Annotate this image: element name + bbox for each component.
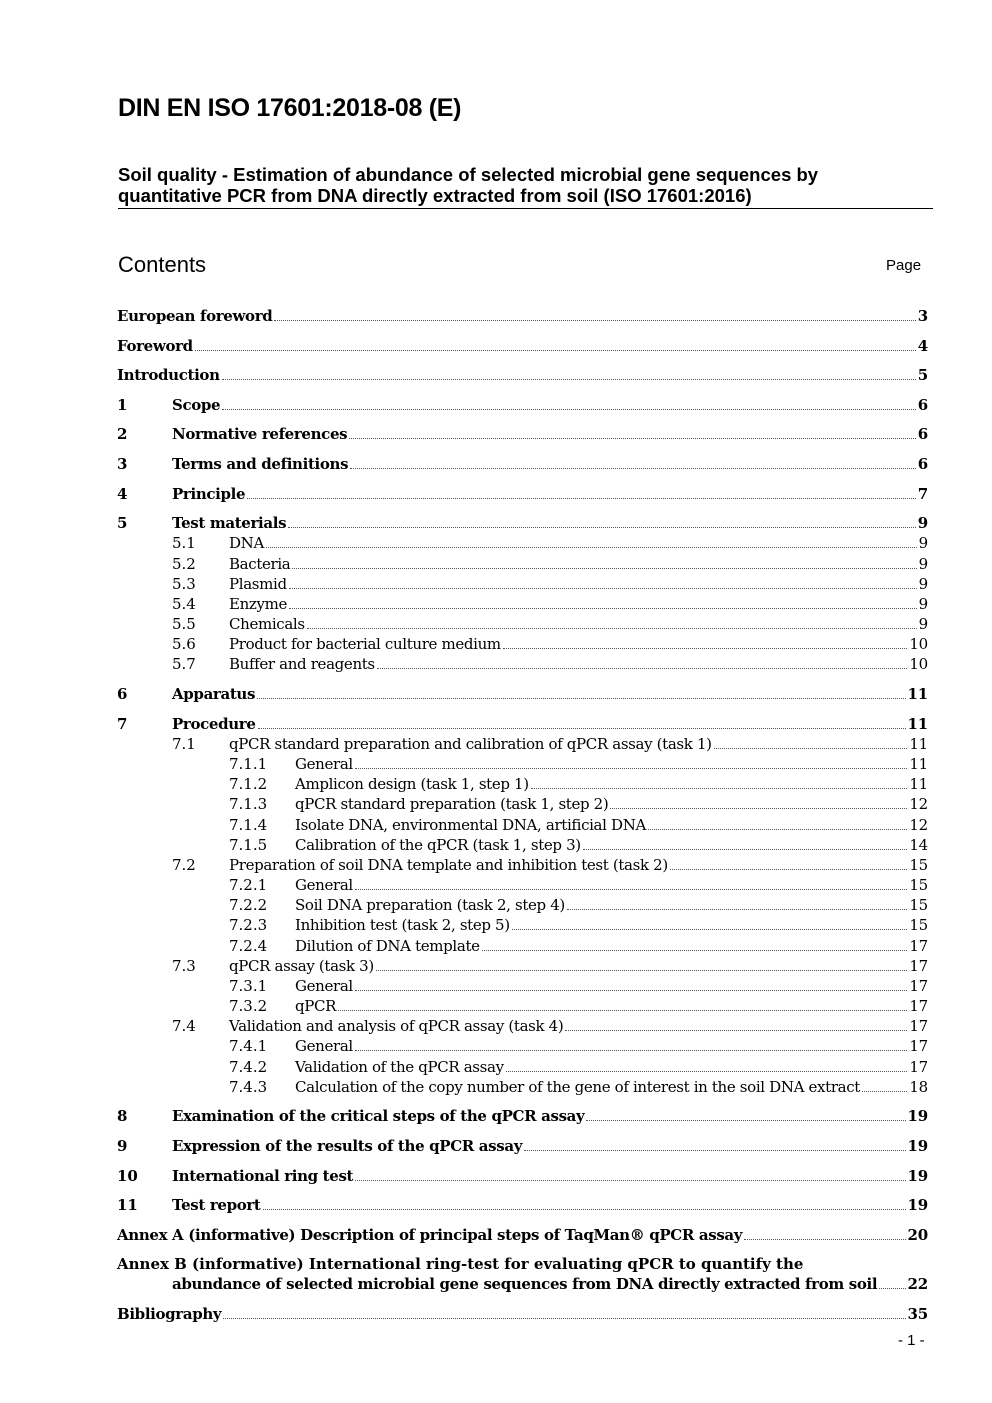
toc-entry-page: 9	[918, 534, 928, 552]
toc-dot-leader	[565, 1016, 907, 1031]
toc-dot-leader	[355, 1036, 907, 1051]
toc-entry-number: 7.4.2	[229, 1058, 268, 1076]
toc-entry-page: 3	[917, 307, 928, 325]
toc-entry[interactable]	[0, 634, 992, 654]
toc-entry-page: 9	[917, 514, 928, 532]
toc-entry-page: 17	[909, 1037, 928, 1055]
toc-entry-page: 9	[918, 555, 928, 573]
toc-entry-title-row	[172, 484, 928, 504]
toc-entry-title: European foreword	[117, 307, 273, 325]
toc-entry-page: 15	[909, 896, 928, 914]
toc-entry-title: Foreword	[117, 337, 193, 355]
toc-dot-leader	[195, 336, 916, 351]
toc-entry-number: 5.1	[172, 534, 196, 552]
toc-entry[interactable]	[0, 774, 992, 794]
toc-entry-number: 7.2.4	[229, 937, 268, 955]
toc-dot-leader	[258, 714, 906, 729]
toc-entry[interactable]	[0, 1036, 992, 1056]
toc-entry-page: 20	[907, 1226, 928, 1244]
toc-entry-title-row	[295, 936, 928, 956]
toc-entry[interactable]	[0, 684, 992, 704]
toc-annex-b-line-1[interactable]: Annex B (informative) International ring-test for evaluating qPCR to quantify the	[117, 1255, 804, 1273]
toc-entry-number: 1	[117, 396, 128, 414]
toc-entry-title-row	[172, 454, 928, 474]
toc-entry-number: 5.7	[172, 655, 196, 673]
toc-entry-title-row	[172, 424, 928, 444]
toc-dot-leader	[583, 835, 908, 850]
toc-entry-number: 7.1.2	[229, 775, 268, 793]
toc-entry-title-row	[229, 855, 928, 875]
toc-entry-page: 15	[909, 916, 928, 934]
toc-entry-title-row	[295, 835, 928, 855]
toc-entry-number: 7.1.3	[229, 795, 268, 813]
toc-entry-number: 7.3.1	[229, 977, 268, 995]
toc-entry-number: 5.3	[172, 575, 196, 593]
toc-entry-page: 17	[909, 1058, 928, 1076]
toc-entry-page: 17	[909, 1017, 928, 1035]
toc-entry-title-row	[172, 1136, 928, 1156]
toc-entry-title: Procedure	[172, 715, 256, 733]
toc-entry-number: 5.2	[172, 555, 196, 573]
toc-entry-title: Annex A (informative) Description of principal steps of TaqMan® qPCR assay	[117, 1226, 743, 1244]
toc-entry-title-row	[117, 336, 928, 356]
toc-entry-title: Product for bacterial culture medium	[229, 635, 501, 653]
toc-entry[interactable]	[0, 956, 992, 976]
toc-dot-leader	[567, 895, 907, 910]
toc-entry-title-row	[229, 1016, 928, 1036]
toc-entry-page: 19	[907, 1196, 928, 1214]
toc-entry-page: 9	[918, 615, 928, 633]
toc-entry-title: General	[295, 755, 353, 773]
toc-entry[interactable]	[0, 1077, 992, 1097]
contents-heading: Contents	[118, 252, 207, 277]
toc-entry[interactable]	[0, 1225, 992, 1245]
toc-entry-page: 4	[917, 337, 928, 355]
toc-entry[interactable]	[0, 936, 992, 956]
toc-entry-number: 7.1.4	[229, 816, 268, 834]
toc-entry-page: 9	[918, 595, 928, 613]
toc-dot-leader	[289, 574, 917, 589]
toc-entry-page: 11	[909, 735, 928, 753]
toc-dot-leader	[862, 1077, 907, 1092]
toc-entry-number: 5.5	[172, 615, 196, 633]
toc-entry-title-row	[172, 1274, 928, 1294]
toc-entry-page: 11	[909, 775, 928, 793]
toc-entry-title: Terms and definitions	[172, 455, 349, 473]
toc-dot-leader	[376, 956, 907, 971]
subtitle-line-2: quantitative PCR from DNA directly extracted from soil (ISO 17601:2016)	[118, 185, 752, 206]
toc-entry-number: 10	[117, 1167, 138, 1185]
toc-entry-number: 5.6	[172, 635, 196, 653]
toc-entry-title: Isolate DNA, environmental DNA, artificial DNA	[295, 816, 646, 834]
document-number: DIN EN ISO 17601:2018-08 (E)	[118, 94, 462, 122]
toc-entry[interactable]	[0, 794, 992, 814]
toc-dot-leader	[350, 454, 916, 469]
toc-entry-number: 7	[117, 715, 128, 733]
toc-dot-leader	[289, 594, 917, 609]
toc-entry-page: 11	[907, 685, 928, 703]
toc-entry[interactable]	[0, 594, 992, 614]
toc-entry[interactable]	[0, 484, 992, 504]
toc-entry[interactable]	[0, 1016, 992, 1036]
toc-entry-title-row	[295, 1057, 928, 1077]
toc-dot-leader	[355, 1166, 905, 1181]
toc-entry-title: Test materials	[172, 514, 287, 532]
toc-entry-title: Chemicals	[229, 615, 305, 633]
toc-entry-title-row	[295, 895, 928, 915]
toc-entry-title-row	[295, 976, 928, 996]
toc-entry[interactable]	[0, 306, 992, 326]
toc-entry-title: abundance of selected microbial gene sequences from DNA directly extracted from soil	[172, 1275, 878, 1293]
toc-entry-number: 6	[117, 685, 128, 703]
toc-entry-title: Scope	[172, 396, 221, 414]
toc-entry-title: qPCR assay (task 3)	[229, 957, 374, 975]
toc-entry-title: qPCR	[295, 997, 337, 1015]
toc-entry-number: 11	[117, 1196, 138, 1214]
toc-entry-page: 9	[918, 575, 928, 593]
toc-entry-title-row	[295, 1036, 928, 1056]
toc-entry-title-row	[295, 815, 928, 835]
toc-entry-page: 12	[909, 795, 928, 813]
toc-entry[interactable]	[0, 1304, 992, 1324]
toc-entry-title-row	[229, 554, 928, 574]
toc-entry-title: General	[295, 876, 353, 894]
toc-entry-title-row	[229, 533, 928, 553]
toc-entry-title: Principle	[172, 485, 246, 503]
toc-dot-leader	[482, 936, 908, 951]
toc-entry-number: 5	[117, 514, 128, 532]
toc-entry-number: 7.4.3	[229, 1078, 268, 1096]
toc-entry-title: Calibration of the qPCR (task 1, step 3)	[295, 836, 581, 854]
toc-entry-number: 4	[117, 485, 128, 503]
toc-entry[interactable]	[0, 734, 992, 754]
toc-entry[interactable]	[0, 976, 992, 996]
toc-entry-title: Inhibition test (task 2, step 5)	[295, 916, 510, 934]
toc-dot-leader	[879, 1274, 905, 1289]
toc-entry[interactable]	[0, 554, 992, 574]
toc-entry-title: Dilution of DNA template	[295, 937, 480, 955]
toc-dot-leader	[610, 794, 907, 809]
toc-entry-title: General	[295, 1037, 353, 1055]
toc-entry-title-row	[295, 754, 928, 774]
toc-entry-page: 6	[917, 396, 928, 414]
toc-entry[interactable]	[0, 395, 992, 415]
footer-page-number: - 1 -	[898, 1332, 925, 1349]
toc-dot-leader	[512, 915, 908, 930]
toc-entry[interactable]	[0, 424, 992, 444]
toc-entry-title-row	[295, 875, 928, 895]
toc-entry-title: Expression of the results of the qPCR assay	[172, 1137, 523, 1155]
toc-entry-page: 6	[917, 455, 928, 473]
toc-entry-page: 19	[907, 1167, 928, 1185]
toc-entry-title-row	[229, 654, 928, 674]
toc-dot-leader	[292, 554, 916, 569]
toc-entry-title: Preparation of soil DNA template and inhibition test (task 2)	[229, 856, 668, 874]
toc-entry-title: Buffer and reagents	[229, 655, 375, 673]
toc-entry-title: Apparatus	[172, 685, 256, 703]
toc-entry[interactable]	[0, 1274, 992, 1294]
toc-entry[interactable]	[0, 336, 992, 356]
toc-entry-page: 22	[907, 1275, 928, 1293]
toc-entry-number: 3	[117, 455, 128, 473]
toc-entry-page: 14	[909, 836, 928, 854]
toc-entry[interactable]	[0, 1195, 992, 1215]
toc-entry-title-row	[295, 774, 928, 794]
toc-dot-leader	[355, 875, 907, 890]
toc-entry[interactable]	[0, 714, 992, 734]
toc-entry-page: 19	[907, 1137, 928, 1155]
toc-entry-page: 5	[917, 366, 928, 384]
toc-dot-leader	[263, 1195, 906, 1210]
toc-dot-leader	[506, 1057, 908, 1072]
toc-entry[interactable]	[0, 574, 992, 594]
toc-dot-leader	[349, 424, 916, 439]
toc-entry-number: 7.3.2	[229, 997, 268, 1015]
toc-entry-number: 7.1	[172, 735, 196, 753]
toc-entry-page: 35	[907, 1305, 928, 1323]
toc-entry-number: 7.2.1	[229, 876, 268, 894]
toc-entry-title: Amplicon design (task 1, step 1)	[295, 775, 529, 793]
toc-entry-title-row	[117, 1225, 928, 1245]
toc-entry-title-row	[117, 306, 928, 326]
toc-dot-leader	[338, 996, 907, 1011]
toc-entry-title-row	[117, 365, 928, 385]
toc-entry-title: Soil DNA preparation (task 2, step 4)	[295, 896, 565, 914]
toc-entry[interactable]	[0, 754, 992, 774]
toc-entry-title: Introduction	[117, 366, 220, 384]
toc-dot-leader	[377, 654, 908, 669]
toc-entry[interactable]	[0, 875, 992, 895]
toc-entry-number: 7.2.3	[229, 916, 268, 934]
toc-dot-leader	[531, 774, 908, 789]
toc-entry-number: 8	[117, 1107, 128, 1125]
toc-entry[interactable]	[0, 454, 992, 474]
toc-entry-title-row	[295, 794, 928, 814]
toc-dot-leader	[524, 1136, 905, 1151]
toc-entry-page: 10	[909, 635, 928, 653]
toc-entry-number: 5.4	[172, 595, 196, 613]
toc-dot-leader	[266, 533, 917, 548]
toc-entry-page: 17	[909, 997, 928, 1015]
toc-dot-leader	[355, 754, 907, 769]
toc-dot-leader	[247, 484, 916, 499]
toc-entry-page: 15	[909, 856, 928, 874]
toc-entry-title: Examination of the critical steps of the qPCR assay	[172, 1107, 585, 1125]
toc-entry-page: 17	[909, 977, 928, 995]
toc-entry-title-row	[172, 395, 928, 415]
toc-entry-page: 19	[907, 1107, 928, 1125]
toc-dot-leader	[648, 815, 907, 830]
toc-entry[interactable]	[0, 614, 992, 634]
toc-entry-page: 10	[909, 655, 928, 673]
toc-entry[interactable]	[0, 1166, 992, 1186]
toc-entry-page: 17	[909, 957, 928, 975]
toc-dot-leader	[670, 855, 907, 870]
toc-entry-page: 18	[909, 1078, 928, 1096]
toc-entry-title: Normative references	[172, 425, 348, 443]
toc-entry-number: 7.4	[172, 1017, 196, 1035]
toc-entry-title: Validation and analysis of qPCR assay (task 4)	[229, 1017, 564, 1035]
toc-entry-title-row	[172, 684, 928, 704]
toc-entry-title-row	[295, 915, 928, 935]
toc-entry-number: 7.1.1	[229, 755, 268, 773]
toc-entry-number: 7.2.2	[229, 896, 268, 914]
toc-dot-leader	[503, 634, 908, 649]
toc-entry-title: Calculation of the copy number of the gene of interest in the soil DNA extract	[295, 1078, 860, 1096]
toc-entry-page: 11	[907, 715, 928, 733]
toc-entry-number: 9	[117, 1137, 128, 1155]
toc-dot-leader	[307, 614, 917, 629]
page-column-heading: Page	[886, 257, 922, 274]
toc-entry[interactable]	[0, 365, 992, 385]
toc-entry-title: qPCR standard preparation (task 1, step 2)	[295, 795, 609, 813]
toc-entry-title-row	[172, 1106, 928, 1126]
toc-entry-title-row	[172, 513, 928, 533]
toc-entry-page: 17	[909, 937, 928, 955]
toc-entry[interactable]	[0, 1106, 992, 1126]
toc-entry-page: 12	[909, 816, 928, 834]
toc-dot-leader	[355, 976, 907, 991]
toc-dot-leader	[222, 395, 915, 410]
toc-entry-title-row	[229, 594, 928, 614]
toc-entry[interactable]	[0, 1057, 992, 1077]
toc-entry-number: 7.3	[172, 957, 196, 975]
toc-entry-page: 7	[917, 485, 928, 503]
toc-entry-title: Test report	[172, 1196, 261, 1214]
toc-entry-title-row	[229, 574, 928, 594]
toc-entry-title-row	[117, 1304, 928, 1324]
toc-entry-number: 7.1.5	[229, 836, 268, 854]
toc-entry[interactable]	[0, 815, 992, 835]
toc-entry-number: 7.2	[172, 856, 196, 874]
toc-entry[interactable]	[0, 1136, 992, 1156]
toc-entry-page: 11	[909, 755, 928, 773]
toc-entry-title: General	[295, 977, 353, 995]
toc-dot-leader	[586, 1106, 905, 1121]
toc-entry[interactable]	[0, 895, 992, 915]
toc-entry-title: Bibliography	[117, 1305, 222, 1323]
toc-dot-leader	[222, 365, 916, 380]
toc-dot-leader	[223, 1304, 905, 1319]
toc-entry-title-row	[295, 996, 928, 1016]
toc-entry-page: 6	[917, 425, 928, 443]
subtitle-line-1: Soil quality - Estimation of abundance of selected microbial gene sequences by	[118, 164, 819, 185]
toc-entry-title: DNA	[229, 534, 264, 552]
toc-entry-number: 2	[117, 425, 128, 443]
toc-entry-title-row	[229, 956, 928, 976]
toc-entry-title: International ring test	[172, 1167, 354, 1185]
toc-entry-title: Plasmid	[229, 575, 287, 593]
toc-entry-title-row	[229, 614, 928, 634]
toc-dot-leader	[257, 684, 905, 699]
toc-entry[interactable]	[0, 513, 992, 533]
toc-entry[interactable]	[0, 835, 992, 855]
toc-entry-title-row	[172, 714, 928, 734]
toc-dot-leader	[714, 734, 908, 749]
toc-dot-leader	[288, 513, 916, 528]
toc-entry[interactable]	[0, 996, 992, 1016]
toc-entry-title-row	[229, 634, 928, 654]
toc-entry[interactable]	[0, 533, 992, 553]
toc-entry-title: Enzyme	[229, 595, 287, 613]
toc-entry-title: Validation of the qPCR assay	[295, 1058, 504, 1076]
toc-entry-number: 7.4.1	[229, 1037, 268, 1055]
toc-entry-page: 15	[909, 876, 928, 894]
toc-dot-leader	[744, 1225, 905, 1240]
toc-entry-title: qPCR standard preparation and calibration of qPCR assay (task 1)	[229, 735, 712, 753]
toc-entry[interactable]	[0, 915, 992, 935]
toc-entry-title-row	[295, 1077, 928, 1097]
toc-entry-title-row	[172, 1195, 928, 1215]
document-subtitle	[118, 164, 933, 209]
toc-dot-leader	[274, 306, 915, 321]
toc-entry[interactable]	[0, 654, 992, 674]
toc-entry-title-row	[229, 734, 928, 754]
toc-entry-title: Bacteria	[229, 555, 291, 573]
toc-entry[interactable]	[0, 855, 992, 875]
toc-entry-title-row	[172, 1166, 928, 1186]
